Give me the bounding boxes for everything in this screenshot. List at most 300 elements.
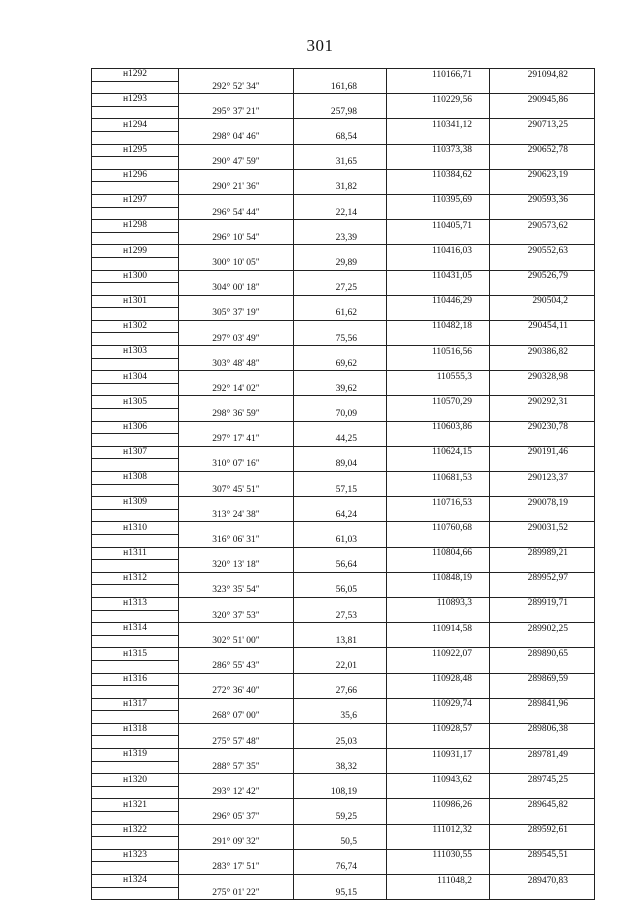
empty-cell xyxy=(92,358,179,371)
y-coordinate: 290230,78 xyxy=(490,421,595,434)
empty-cell xyxy=(387,610,490,623)
point-name: н1324 xyxy=(92,875,179,888)
x-coordinate: 110416,03 xyxy=(387,245,490,258)
segment-row xyxy=(92,862,595,875)
empty-cell xyxy=(294,320,387,333)
empty-cell xyxy=(490,283,595,296)
empty-cell xyxy=(490,459,595,472)
direction-angle: 298° 04' 46" xyxy=(179,131,294,144)
empty-cell xyxy=(490,837,595,850)
point-row xyxy=(92,169,595,182)
x-coordinate: 110624,15 xyxy=(387,446,490,459)
empty-cell xyxy=(92,786,179,799)
empty-cell xyxy=(179,472,294,485)
direction-angle: 292° 52' 34" xyxy=(179,81,294,94)
point-name: н1310 xyxy=(92,522,179,535)
point-name: н1300 xyxy=(92,270,179,283)
y-coordinate: 290386,82 xyxy=(490,346,595,359)
point-row xyxy=(92,749,595,762)
point-row xyxy=(92,875,595,888)
direction-angle: 291° 09' 32" xyxy=(179,837,294,850)
x-coordinate: 110804,66 xyxy=(387,547,490,560)
point-name: н1313 xyxy=(92,597,179,610)
direction-angle: 293° 12' 42" xyxy=(179,786,294,799)
x-coordinate: 110373,38 xyxy=(387,144,490,157)
x-coordinate: 110681,53 xyxy=(387,472,490,485)
empty-cell xyxy=(490,585,595,598)
y-coordinate: 290191,46 xyxy=(490,446,595,459)
segment-row xyxy=(92,560,595,573)
coordinates-table-body xyxy=(92,69,595,900)
x-coordinate: 110446,29 xyxy=(387,295,490,308)
x-coordinate: 111030,55 xyxy=(387,849,490,862)
empty-cell xyxy=(387,257,490,270)
empty-cell xyxy=(179,597,294,610)
y-coordinate: 290292,31 xyxy=(490,396,595,409)
x-coordinate: 110922,07 xyxy=(387,648,490,661)
empty-cell xyxy=(490,786,595,799)
segment-row xyxy=(92,837,595,850)
x-coordinate: 110166,71 xyxy=(387,69,490,82)
empty-cell xyxy=(387,509,490,522)
empty-cell xyxy=(92,610,179,623)
point-name: н1323 xyxy=(92,849,179,862)
point-row xyxy=(92,472,595,485)
segment-length: 27,53 xyxy=(294,610,387,623)
empty-cell xyxy=(179,144,294,157)
point-name: н1302 xyxy=(92,320,179,333)
segment-row xyxy=(92,887,595,900)
empty-cell xyxy=(387,182,490,195)
empty-cell xyxy=(179,824,294,837)
point-row xyxy=(92,295,595,308)
segment-row xyxy=(92,660,595,673)
direction-angle: 268° 07' 00" xyxy=(179,711,294,724)
empty-cell xyxy=(179,245,294,258)
empty-cell xyxy=(294,220,387,233)
direction-angle: 305° 37' 19" xyxy=(179,308,294,321)
empty-cell xyxy=(179,799,294,812)
point-row xyxy=(92,547,595,560)
x-coordinate: 110760,68 xyxy=(387,522,490,535)
empty-cell xyxy=(179,346,294,359)
point-name: н1321 xyxy=(92,799,179,812)
segment-row xyxy=(92,308,595,321)
point-name: н1303 xyxy=(92,346,179,359)
y-coordinate: 289745,25 xyxy=(490,774,595,787)
empty-cell xyxy=(92,131,179,144)
y-coordinate: 289645,82 xyxy=(490,799,595,812)
empty-cell xyxy=(490,610,595,623)
segment-length: 69,62 xyxy=(294,358,387,371)
x-coordinate: 110986,26 xyxy=(387,799,490,812)
empty-cell xyxy=(387,635,490,648)
segment-length: 31,65 xyxy=(294,157,387,170)
y-coordinate: 290945,86 xyxy=(490,94,595,107)
point-row xyxy=(92,446,595,459)
segment-row xyxy=(92,711,595,724)
empty-cell xyxy=(490,131,595,144)
segment-row xyxy=(92,131,595,144)
empty-cell xyxy=(92,283,179,296)
direction-angle: 320° 37' 53" xyxy=(179,610,294,623)
empty-cell xyxy=(92,182,179,195)
point-row xyxy=(92,371,595,384)
empty-cell xyxy=(294,346,387,359)
point-name: н1315 xyxy=(92,648,179,661)
point-name: н1316 xyxy=(92,673,179,686)
point-row xyxy=(92,648,595,661)
segment-length: 31,82 xyxy=(294,182,387,195)
point-name: н1311 xyxy=(92,547,179,560)
empty-cell xyxy=(490,182,595,195)
segment-length: 59,25 xyxy=(294,812,387,825)
empty-cell xyxy=(294,572,387,585)
empty-cell xyxy=(92,560,179,573)
point-row xyxy=(92,346,595,359)
direction-angle: 313° 24' 38" xyxy=(179,509,294,522)
segment-length: 13,81 xyxy=(294,635,387,648)
empty-cell xyxy=(179,749,294,762)
empty-cell xyxy=(294,270,387,283)
point-name: н1318 xyxy=(92,723,179,736)
segment-row xyxy=(92,383,595,396)
empty-cell xyxy=(294,648,387,661)
empty-cell xyxy=(92,585,179,598)
point-name: н1298 xyxy=(92,220,179,233)
segment-length: 44,25 xyxy=(294,434,387,447)
point-row xyxy=(92,245,595,258)
point-name: н1320 xyxy=(92,774,179,787)
empty-cell xyxy=(294,245,387,258)
segment-length: 29,89 xyxy=(294,257,387,270)
empty-cell xyxy=(387,812,490,825)
empty-cell xyxy=(387,308,490,321)
segment-length: 64,24 xyxy=(294,509,387,522)
point-name: н1305 xyxy=(92,396,179,409)
empty-cell xyxy=(92,459,179,472)
empty-cell xyxy=(490,711,595,724)
empty-cell xyxy=(294,421,387,434)
point-name: н1308 xyxy=(92,472,179,485)
empty-cell xyxy=(490,409,595,422)
point-row xyxy=(92,774,595,787)
empty-cell xyxy=(92,232,179,245)
x-coordinate: 110229,56 xyxy=(387,94,490,107)
empty-cell xyxy=(387,686,490,699)
empty-cell xyxy=(179,94,294,107)
y-coordinate: 289902,25 xyxy=(490,623,595,636)
segment-length: 22,01 xyxy=(294,660,387,673)
segment-row xyxy=(92,484,595,497)
segment-length: 35,6 xyxy=(294,711,387,724)
empty-cell xyxy=(92,711,179,724)
empty-cell xyxy=(490,862,595,875)
empty-cell xyxy=(490,484,595,497)
empty-cell xyxy=(179,320,294,333)
empty-cell xyxy=(294,69,387,82)
empty-cell xyxy=(387,837,490,850)
empty-cell xyxy=(179,220,294,233)
x-coordinate: 110405,71 xyxy=(387,220,490,233)
x-coordinate: 110395,69 xyxy=(387,194,490,207)
segment-length: 75,56 xyxy=(294,333,387,346)
point-name: н1297 xyxy=(92,194,179,207)
point-name: н1294 xyxy=(92,119,179,132)
y-coordinate: 290713,25 xyxy=(490,119,595,132)
x-coordinate: 110929,74 xyxy=(387,698,490,711)
empty-cell xyxy=(387,157,490,170)
empty-cell xyxy=(294,446,387,459)
empty-cell xyxy=(490,333,595,346)
point-name: н1312 xyxy=(92,572,179,585)
segment-length: 22,14 xyxy=(294,207,387,220)
empty-cell xyxy=(179,723,294,736)
empty-cell xyxy=(92,81,179,94)
empty-cell xyxy=(92,736,179,749)
direction-angle: 275° 57' 48" xyxy=(179,736,294,749)
x-coordinate: 110384,62 xyxy=(387,169,490,182)
empty-cell xyxy=(179,648,294,661)
point-row xyxy=(92,270,595,283)
empty-cell xyxy=(387,81,490,94)
point-row xyxy=(92,320,595,333)
empty-cell xyxy=(490,534,595,547)
segment-length: 57,15 xyxy=(294,484,387,497)
direction-angle: 303° 48' 48" xyxy=(179,358,294,371)
direction-angle: 272° 36' 40" xyxy=(179,686,294,699)
empty-cell xyxy=(92,686,179,699)
empty-cell xyxy=(490,434,595,447)
empty-cell xyxy=(387,131,490,144)
direction-angle: 310° 07' 16" xyxy=(179,459,294,472)
segment-row xyxy=(92,736,595,749)
segment-row xyxy=(92,812,595,825)
empty-cell xyxy=(490,157,595,170)
direction-angle: 307° 45' 51" xyxy=(179,484,294,497)
segment-length: 161,68 xyxy=(294,81,387,94)
empty-cell xyxy=(179,774,294,787)
empty-cell xyxy=(387,434,490,447)
y-coordinate: 289470,83 xyxy=(490,875,595,888)
empty-cell xyxy=(179,396,294,409)
point-row xyxy=(92,94,595,107)
empty-cell xyxy=(294,522,387,535)
empty-cell xyxy=(387,786,490,799)
empty-cell xyxy=(387,585,490,598)
point-row xyxy=(92,396,595,409)
segment-row xyxy=(92,534,595,547)
segment-row xyxy=(92,207,595,220)
empty-cell xyxy=(179,119,294,132)
x-coordinate: 110943,62 xyxy=(387,774,490,787)
coordinates-table xyxy=(91,68,595,900)
y-coordinate: 289592,61 xyxy=(490,824,595,837)
empty-cell xyxy=(294,119,387,132)
empty-cell xyxy=(92,887,179,900)
point-name: н1322 xyxy=(92,824,179,837)
segment-row xyxy=(92,409,595,422)
x-coordinate: 110914,58 xyxy=(387,623,490,636)
empty-cell xyxy=(294,824,387,837)
empty-cell xyxy=(294,597,387,610)
x-coordinate: 110431,05 xyxy=(387,270,490,283)
direction-angle: 304° 00' 18" xyxy=(179,283,294,296)
x-coordinate: 110928,48 xyxy=(387,673,490,686)
empty-cell xyxy=(294,497,387,510)
empty-cell xyxy=(294,875,387,888)
empty-cell xyxy=(387,560,490,573)
point-name: н1306 xyxy=(92,421,179,434)
empty-cell xyxy=(490,660,595,673)
empty-cell xyxy=(92,761,179,774)
point-name: н1292 xyxy=(92,69,179,82)
empty-cell xyxy=(294,799,387,812)
segment-length: 95,15 xyxy=(294,887,387,900)
empty-cell xyxy=(179,371,294,384)
direction-angle: 290° 21' 36" xyxy=(179,182,294,195)
point-name: н1319 xyxy=(92,749,179,762)
empty-cell xyxy=(179,698,294,711)
empty-cell xyxy=(179,849,294,862)
segment-row xyxy=(92,585,595,598)
x-coordinate: 111048,2 xyxy=(387,875,490,888)
empty-cell xyxy=(294,623,387,636)
point-row xyxy=(92,497,595,510)
segment-length: 76,74 xyxy=(294,862,387,875)
point-row xyxy=(92,597,595,610)
empty-cell xyxy=(179,673,294,686)
empty-cell xyxy=(92,333,179,346)
empty-cell xyxy=(490,308,595,321)
y-coordinate: 290454,11 xyxy=(490,320,595,333)
y-coordinate: 291094,82 xyxy=(490,69,595,82)
y-coordinate: 289841,96 xyxy=(490,698,595,711)
empty-cell xyxy=(294,144,387,157)
segment-length: 38,32 xyxy=(294,761,387,774)
point-name: н1317 xyxy=(92,698,179,711)
empty-cell xyxy=(387,232,490,245)
empty-cell xyxy=(387,106,490,119)
empty-cell xyxy=(179,295,294,308)
empty-cell xyxy=(294,774,387,787)
empty-cell xyxy=(294,698,387,711)
empty-cell xyxy=(92,157,179,170)
empty-cell xyxy=(490,207,595,220)
direction-angle: 275° 01' 22" xyxy=(179,887,294,900)
x-coordinate: 110893,3 xyxy=(387,597,490,610)
empty-cell xyxy=(490,812,595,825)
empty-cell xyxy=(92,106,179,119)
point-name: н1309 xyxy=(92,497,179,510)
empty-cell xyxy=(387,534,490,547)
x-coordinate: 110570,29 xyxy=(387,396,490,409)
direction-angle: 292° 14' 02" xyxy=(179,383,294,396)
point-row xyxy=(92,144,595,157)
empty-cell xyxy=(387,409,490,422)
empty-cell xyxy=(490,257,595,270)
segment-length: 56,64 xyxy=(294,560,387,573)
y-coordinate: 289919,71 xyxy=(490,597,595,610)
point-name: н1295 xyxy=(92,144,179,157)
point-row xyxy=(92,849,595,862)
point-row xyxy=(92,673,595,686)
segment-row xyxy=(92,459,595,472)
point-row xyxy=(92,723,595,736)
empty-cell xyxy=(179,194,294,207)
empty-cell xyxy=(294,169,387,182)
empty-cell xyxy=(179,522,294,535)
empty-cell xyxy=(490,232,595,245)
point-name: н1314 xyxy=(92,623,179,636)
segment-row xyxy=(92,358,595,371)
segment-row xyxy=(92,434,595,447)
empty-cell xyxy=(490,736,595,749)
y-coordinate: 290504,2 xyxy=(490,295,595,308)
segment-length: 56,05 xyxy=(294,585,387,598)
empty-cell xyxy=(294,472,387,485)
segment-row xyxy=(92,182,595,195)
point-row xyxy=(92,572,595,585)
y-coordinate: 290573,62 xyxy=(490,220,595,233)
empty-cell xyxy=(294,723,387,736)
segment-row xyxy=(92,761,595,774)
segment-length: 23,39 xyxy=(294,232,387,245)
empty-cell xyxy=(92,862,179,875)
point-row xyxy=(92,119,595,132)
empty-cell xyxy=(92,660,179,673)
point-row xyxy=(92,824,595,837)
segment-row xyxy=(92,81,595,94)
point-name: н1293 xyxy=(92,94,179,107)
page-number: 301 xyxy=(306,36,334,55)
point-row xyxy=(92,69,595,82)
y-coordinate: 290123,37 xyxy=(490,472,595,485)
y-coordinate: 289781,49 xyxy=(490,749,595,762)
empty-cell xyxy=(179,421,294,434)
y-coordinate: 290623,19 xyxy=(490,169,595,182)
empty-cell xyxy=(387,333,490,346)
x-coordinate: 110931,17 xyxy=(387,749,490,762)
segment-length: 61,62 xyxy=(294,308,387,321)
x-coordinate: 110603,86 xyxy=(387,421,490,434)
segment-row xyxy=(92,635,595,648)
point-row xyxy=(92,623,595,636)
empty-cell xyxy=(387,862,490,875)
x-coordinate: 110848,19 xyxy=(387,572,490,585)
empty-cell xyxy=(490,358,595,371)
point-row xyxy=(92,194,595,207)
direction-angle: 295° 37' 21" xyxy=(179,106,294,119)
empty-cell xyxy=(294,295,387,308)
point-row xyxy=(92,522,595,535)
y-coordinate: 289545,51 xyxy=(490,849,595,862)
empty-cell xyxy=(490,761,595,774)
segment-length: 27,66 xyxy=(294,686,387,699)
empty-cell xyxy=(387,660,490,673)
segment-row xyxy=(92,333,595,346)
direction-angle: 320° 13' 18" xyxy=(179,560,294,573)
empty-cell xyxy=(387,887,490,900)
empty-cell xyxy=(387,383,490,396)
y-coordinate: 289806,38 xyxy=(490,723,595,736)
segment-row xyxy=(92,686,595,699)
direction-angle: 283° 17' 51" xyxy=(179,862,294,875)
empty-cell xyxy=(294,94,387,107)
y-coordinate: 290328,98 xyxy=(490,371,595,384)
y-coordinate: 289869,59 xyxy=(490,673,595,686)
empty-cell xyxy=(294,849,387,862)
